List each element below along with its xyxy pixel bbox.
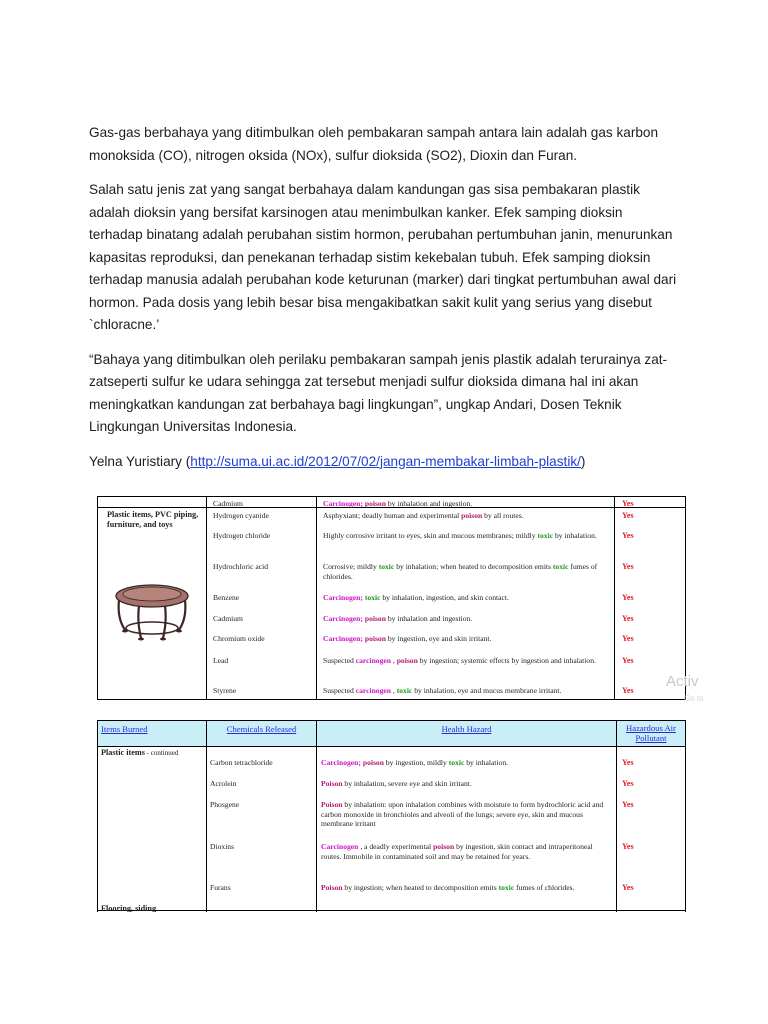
car-term: carcinogen	[355, 686, 393, 695]
pollutant-yes: Yes	[622, 883, 634, 892]
poi-term: poison	[364, 634, 388, 643]
poi-term: poison	[364, 614, 388, 623]
poi-term: poison	[433, 842, 457, 851]
tox-term: toxic	[537, 531, 555, 540]
chemical-cell: Acrolein	[210, 779, 237, 788]
pollutant-yes: Yes	[622, 499, 634, 508]
pollutant-yes: Yes	[622, 511, 634, 520]
hazard-text: by ingestion, mildly	[385, 758, 449, 767]
poi-term: poison	[362, 758, 386, 767]
round-table-icon	[111, 578, 193, 648]
hazard-table-top	[97, 496, 686, 700]
chemical-cell: Hydrochloric acid	[213, 562, 269, 571]
pollutant-yes: Yes	[622, 531, 634, 540]
tox-term: toxic	[552, 562, 571, 571]
poi-term: Poison	[321, 883, 345, 892]
chemical-cell: Styrene	[213, 686, 237, 695]
header-items-burned: Items Burned	[101, 724, 148, 734]
hazard-text: by inhalation, ingestion, and skin contact.	[382, 593, 509, 602]
activation-watermark: Activ	[666, 673, 699, 690]
hazard-cell	[323, 634, 609, 644]
tox-term: toxic	[448, 758, 467, 767]
hazard-cell	[321, 883, 609, 893]
hazard-text: by inhalation.	[555, 531, 597, 540]
pollutant-yes: Yes	[622, 593, 634, 602]
hazard-text: by all routes.	[484, 511, 524, 520]
hazard-cell	[323, 656, 609, 666]
citation-author: Yelna Yuristiary	[89, 453, 182, 469]
hazard-text: fumes of chlorides.	[323, 562, 598, 581]
chemical-cell: Benzene	[213, 593, 240, 602]
header-air-pollutant: Hazardous Air Pollutant	[626, 723, 676, 743]
hazard-text: by inhalation and ingestion.	[387, 499, 473, 508]
paragraph-2: Salah satu jenis zat yang sangat berbahaya dalam kandungan gas sisa pembakaran plastik adalah dioksin yang bersifat karsinogen atau menimbulkan kanker. Efek samping dioksin terhadap binatang adalah perubahan sistim hormon, perubahan pertumbuhan janin, menurunkan kapasitas reproduksi, dan penekanan terhadap sistim kekebalan tubuh. Efek samping dioksin terhadap manusia adalah perubahan kode keturunan (marker) dari tingkat pertumbuhan awal dari hormon. Pada dosis yang lebih besar bisa mengakibatkan sakit kulit yang serius yang disebut `chloracne.’	[89, 182, 677, 332]
pollutant-yes: Yes	[622, 614, 634, 623]
hazard-text: by inhalation, eye and mucus membrane irritant.	[414, 686, 562, 695]
hazard-text: by ingestion; systemic effects by ingestion and inhalation.	[419, 656, 596, 665]
hazard-cell	[323, 511, 609, 521]
pollutant-yes: Yes	[622, 800, 634, 809]
hazard-text: by ingestion; when heated to decomposition emits	[344, 883, 499, 892]
tox-term: toxic	[498, 883, 517, 892]
poi-term: poison	[396, 656, 420, 665]
hazard-cell	[323, 531, 609, 541]
hazard-cell	[323, 593, 609, 603]
chemical-cell: Chromium oxide	[213, 634, 265, 643]
category-label: Plastic items - continued	[101, 748, 179, 757]
hazard-text: by ingestion, skin contact and intraperitoneal routes. Immobile in contaminated soil and may be retained for years.	[321, 842, 593, 861]
pollutant-yes: Yes	[622, 842, 634, 851]
hazard-text: by inhalation; when heated to decomposition emits	[396, 562, 553, 571]
hazard-cell	[321, 758, 609, 768]
hazard-cell	[321, 779, 609, 789]
hazard-text: by ingestion, eye and skin irritant.	[387, 634, 492, 643]
car-term: Carcinogen;	[323, 593, 365, 602]
hazard-text: Suspected	[323, 686, 356, 695]
hazard-cell	[323, 499, 609, 509]
header-chemicals: Chemicals Released	[226, 724, 297, 734]
hazard-text: ,	[392, 656, 397, 665]
hazard-text: Suspected	[323, 656, 356, 665]
paragraph-3: “Bahaya yang ditimbulkan oleh perilaku pembakaran sampah jenis plastik adalah terurainya zat-zatseperti sulfur ke udara sehingga zat tersebut menjadi sulfur dioksida dimana hal ini akan meningkatkan kandungan zat berbahaya bagi lingkungan”, ungkap Andari, Dosen Teknik Lingkungan Universitas Indonesia.	[89, 351, 668, 434]
pollutant-yes: Yes	[622, 562, 634, 571]
pollutant-yes: Yes	[622, 686, 634, 695]
hazard-text: ,	[392, 686, 397, 695]
hazard-cell	[321, 842, 609, 861]
hazard-text: , a deadly experimental	[360, 842, 434, 851]
header-health-hazard: Health Hazard	[441, 724, 492, 734]
chemical-cell: Lead	[213, 656, 229, 665]
category-label: Plastic items, PVC piping, furniture, and toys	[107, 510, 199, 529]
citation: Yelna Yuristiary (http://suma.ui.ac.id/2012/07/02/jangan-membakar-limbah-plastik/)	[89, 453, 586, 469]
next-category-label: Flooring, siding	[101, 904, 157, 912]
chemical-cell: Carbon tetrachloride	[210, 758, 273, 767]
hazard-cell	[321, 800, 609, 829]
tox-term: toxic	[364, 593, 383, 602]
chemical-cell: Furans	[210, 883, 231, 892]
hazard-text: Corrosive; mildly	[323, 562, 379, 571]
car-term: carcinogen	[355, 656, 393, 665]
tox-term: toxic	[396, 686, 415, 695]
poi-term: poison	[461, 511, 485, 520]
poi-term: Poison	[321, 800, 345, 809]
hazard-text: by inhalation: upon inhalation combines with moisture to form hydrochloric acid and carbon monoxide in bronchioles and alveoli of the lungs; severe eye, skin and mucous membrane irritant	[321, 800, 604, 829]
chemical-cell: Hydrogen chloride	[213, 531, 271, 540]
hazard-text: Highly corrosive irritant to eyes, skin and mucous membranes; mildly	[323, 531, 538, 540]
hazard-text: fumes of chlorides.	[516, 883, 575, 892]
source-link[interactable]: http://suma.ui.ac.id/2012/07/02/jangan-membakar-limbah-plastik/	[190, 453, 581, 469]
car-term: Carcinogen	[321, 842, 361, 851]
chemical-cell: Dioxins	[210, 842, 235, 851]
hazard-cell	[323, 686, 609, 696]
chemical-cell: Phosgene	[210, 800, 240, 809]
activation-watermark-sub: Go to	[684, 694, 704, 703]
car-term: Carcinogen;	[323, 634, 365, 643]
hazard-text: Asphyxiant; deadly human and experimental	[323, 511, 462, 520]
pollutant-yes: Yes	[622, 656, 634, 665]
pollutant-yes: Yes	[622, 779, 634, 788]
car-term: Carcinogen;	[321, 758, 363, 767]
hazard-text: by inhalation.	[466, 758, 509, 767]
hazard-text: by inhalation and ingestion.	[387, 614, 473, 623]
pollutant-yes: Yes	[622, 758, 634, 767]
poi-term: poison	[364, 499, 388, 508]
article-body	[89, 122, 679, 485]
chemical-cell: Cadmium	[213, 614, 243, 623]
poi-term: Poison	[321, 779, 345, 788]
chemical-cell: Hydrogen cyanide	[213, 511, 269, 520]
hazard-text: by inhalation, severe eye and skin irritant.	[344, 779, 472, 788]
chemical-cell: Cadmium	[213, 499, 243, 508]
car-term: Carcinogen;	[323, 614, 365, 623]
tox-term: toxic	[378, 562, 397, 571]
hazard-cell	[323, 562, 609, 581]
paragraph-1: Gas-gas berbahaya yang ditimbulkan oleh pembakaran sampah antara lain adalah gas karbon monoksida (CO), nitrogen oksida (NOx), sulfur dioksida (SO2), Dioxin dan Furan.	[89, 125, 659, 163]
pollutant-yes: Yes	[622, 634, 634, 643]
car-term: Carcinogen;	[323, 499, 365, 508]
hazard-table-bottom	[97, 720, 686, 912]
hazard-cell	[323, 614, 609, 624]
